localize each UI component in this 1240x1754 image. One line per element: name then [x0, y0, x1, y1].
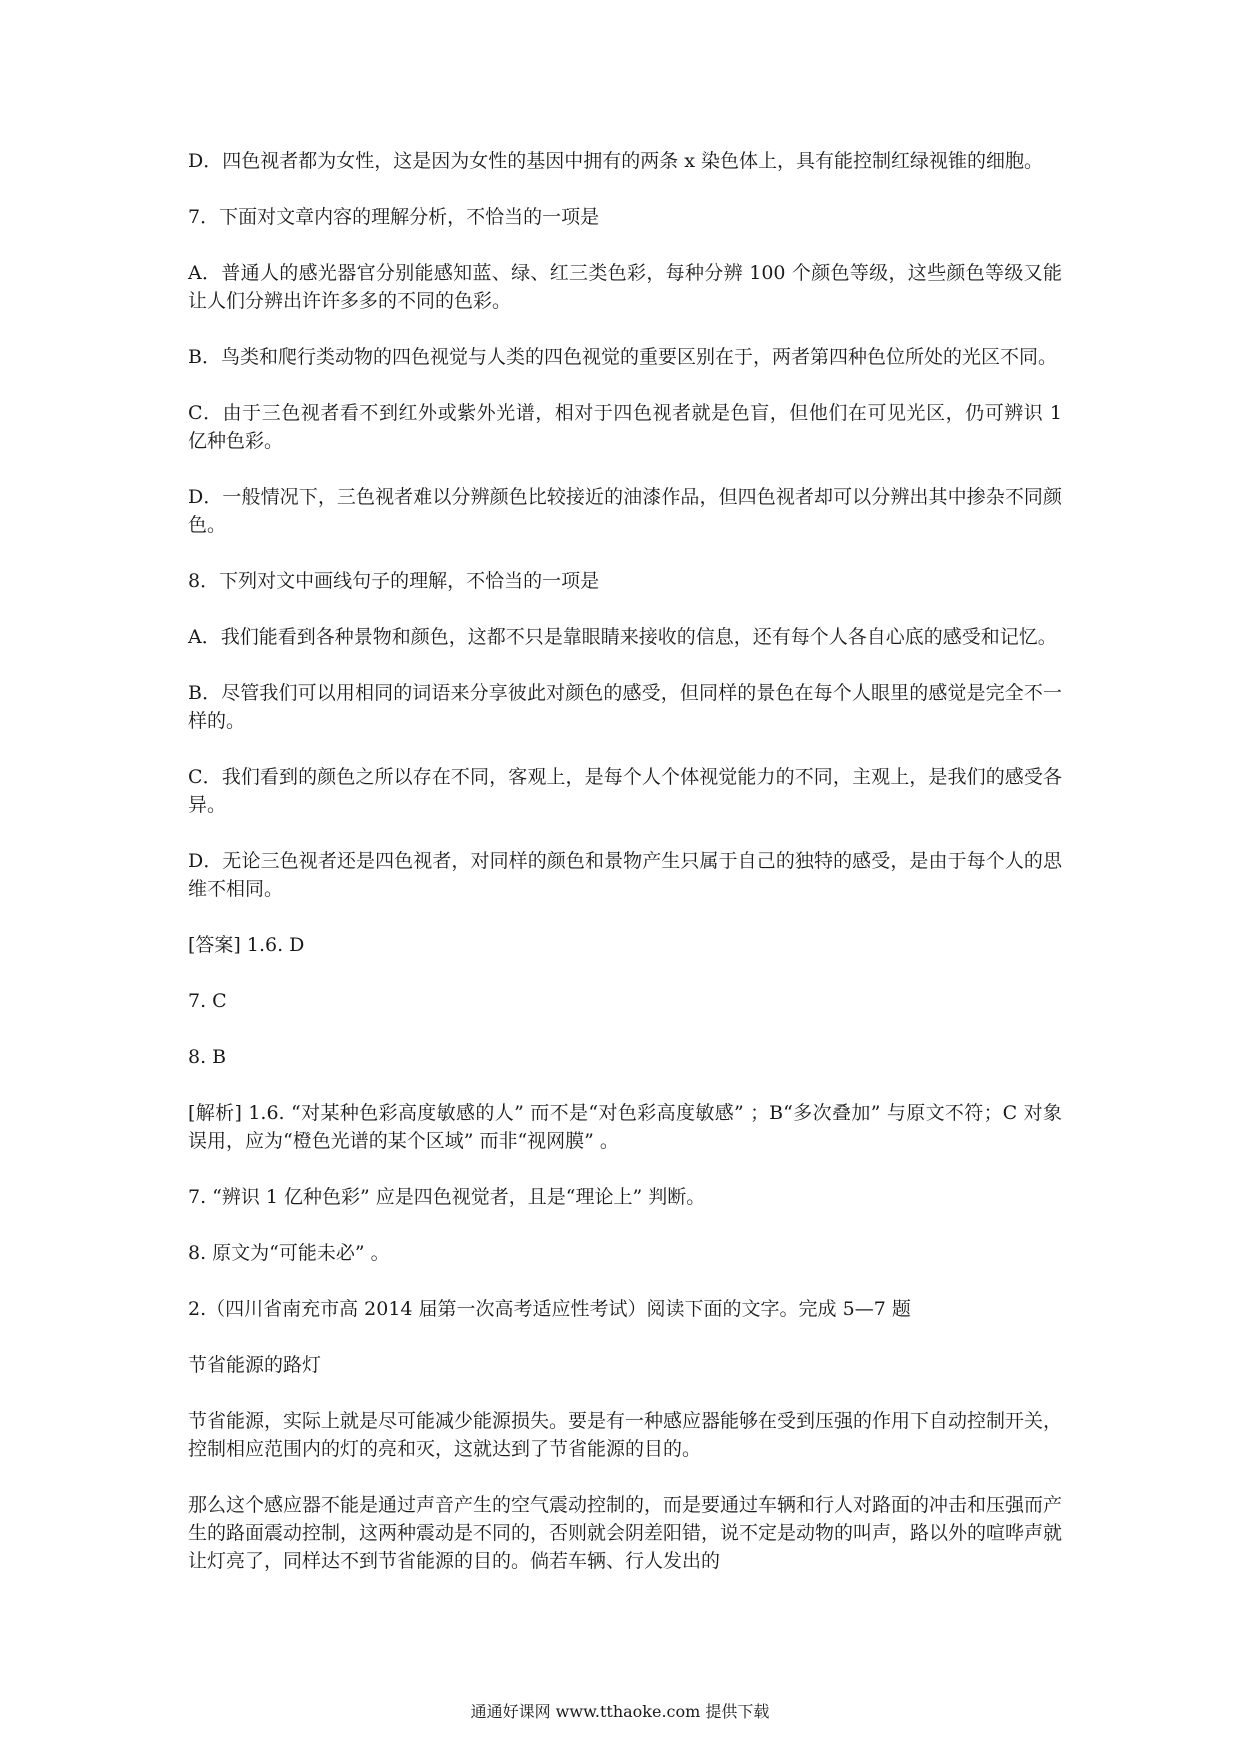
article-title: 节省能源的路灯 — [188, 1354, 322, 1376]
page-footer: 通通好课网 www.tthaoke.com 提供下载 — [470, 1702, 770, 1721]
option-7d: D．一般情况下，三色视者难以分辨颜色比较接近的油漆作品，但四色视者却可以分辨出其中掺杂不同颜色。 — [188, 486, 1062, 536]
question-8: 8．下列对文中画线句子的理解，不恰当的一项是 — [188, 570, 600, 592]
article-paragraph-2: 那么这个感应器不能是通过声音产生的空气震动控制的，而是要通过车辆和行人对路面的冲击和压强而产生的路面震动控制，这两种震动是不同的，否则就会阴差阳错，说不定是动物的叫声，路以外的喧哗声就让灯亮了，同样达不到节省能源的目的。倘若车辆、行人发出的 — [188, 1494, 1063, 1572]
option-6d: D．四色视者都为女性，这是因为女性的基因中拥有的两条 x 染色体上，具有能控制红绿视锥的细胞。 — [188, 150, 1044, 172]
analysis-6: [解析] 1.6. “对某种色彩高度敏感的人” 而不是“对色彩高度敏感” ；B“多次叠加” 与原文不符；C 对象误用，应为“橙色光谱的某个区域” 而非“视网膜” 。 — [188, 1102, 1062, 1152]
answer-line: [答案] 1.6. D — [188, 934, 305, 956]
analysis-8: 8. 原文为“可能未必” 。 — [188, 1242, 390, 1264]
answer-8: 8. B — [188, 1046, 227, 1068]
option-7a: A．普通人的感光器官分别能感知蓝、绿、红三类色彩，每种分辨 100 个颜色等级，这些颜色等级又能让人们分辨出许许多多的不同的色彩。 — [188, 262, 1062, 312]
analysis-7: 7. “辨识 1 亿种色彩” 应是四色视觉者，且是“理论上” 判断。 — [188, 1186, 706, 1208]
question-7: 7．下面对文章内容的理解分析，不恰当的一项是 — [188, 206, 600, 228]
option-8a: A．我们能看到各种景物和颜色，这都不只是靠眼睛来接收的信息，还有每个人各自心底的感受和记忆。 — [188, 626, 1057, 648]
option-8d: D．无论三色视者还是四色视者，对同样的颜色和景物产生只属于自己的独特的感受，是由于每个人的思维不相同。 — [188, 850, 1062, 900]
article-paragraph-1: 节省能源，实际上就是尽可能减少能源损失。要是有一种感应器能够在受到压强的作用下自动控制开关，控制相应范围内的灯的亮和灭，这就达到了节省能源的目的。 — [188, 1410, 1063, 1460]
option-7c: C．由于三色视者看不到红外或紫外光谱，相对于四色视者就是色盲，但他们在可见光区，仍可辨识 1 亿种色彩。 — [188, 402, 1062, 452]
section-2-heading: 2.（四川省南充市高 2014 届第一次高考适应性考试）阅读下面的文字。完成 5—7 题 — [188, 1298, 911, 1320]
document-page — [188, 147, 1062, 1603]
option-8c: C．我们看到的颜色之所以存在不同，客观上，是每个人个体视觉能力的不同，主观上，是我们的感受各异。 — [188, 766, 1062, 816]
answer-7: 7. C — [188, 990, 227, 1012]
option-7b: B．鸟类和爬行类动物的四色视觉与人类的四色视觉的重要区别在于，两者第四种色位所处的光区不同。 — [188, 346, 1057, 368]
option-8b: B．尽管我们可以用相同的词语来分享彼此对颜色的感受，但同样的景色在每个人眼里的感觉是完全不一样的。 — [188, 682, 1062, 732]
